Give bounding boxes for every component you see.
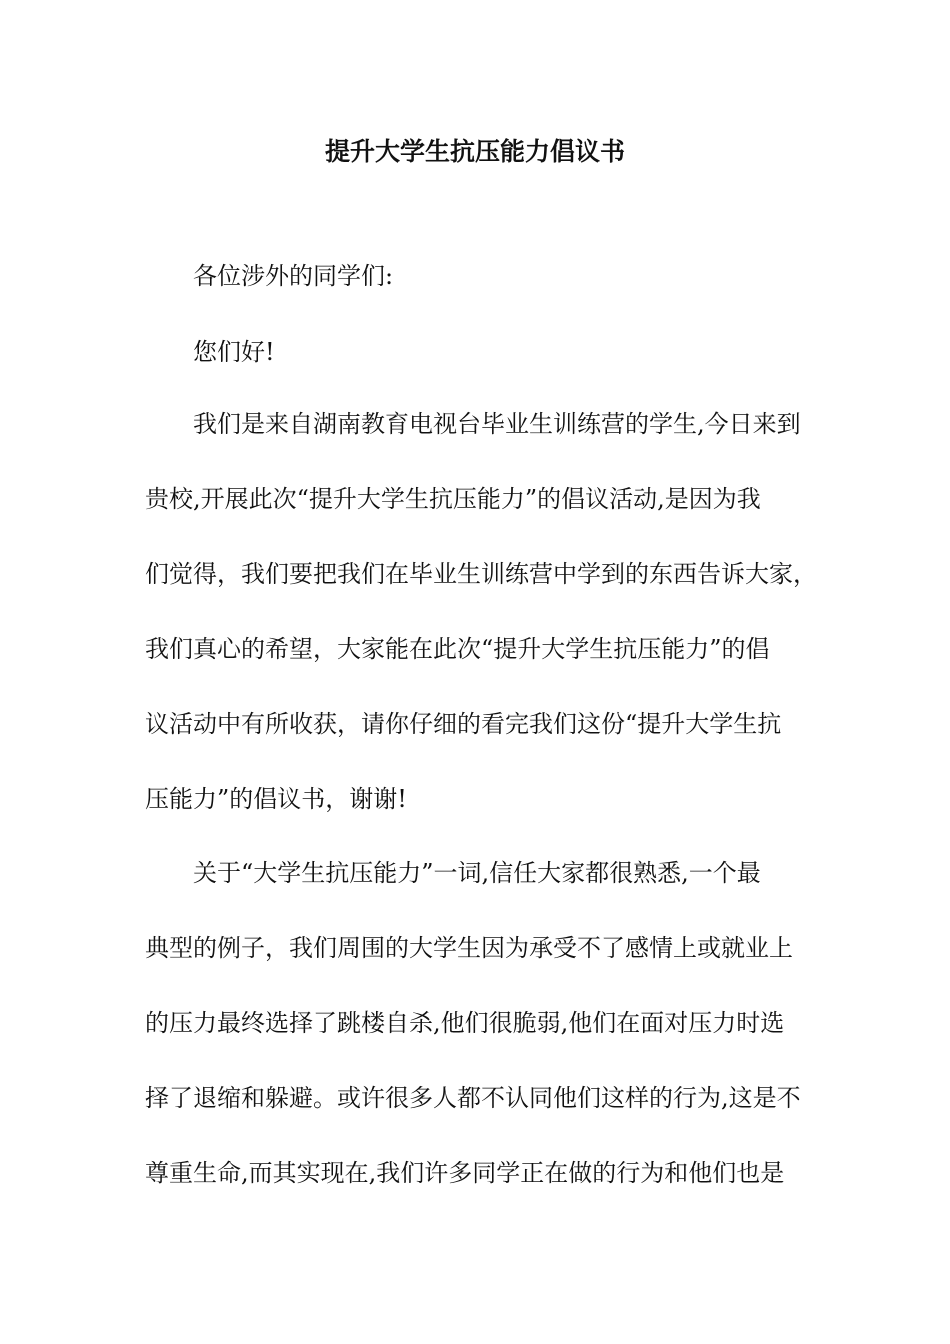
paragraph-line: 典型的例子，我们周围的大学生因为承受不了感情上或就业上	[145, 934, 793, 962]
paragraph-line: 我们真心的希望，大家能在此次“提升大学生抗压能力”的倡	[145, 635, 770, 663]
paragraph-line: 压能力”的倡议书，谢谢!	[145, 785, 407, 813]
paragraph-line: 贵校,开展此次“提升大学生抗压能力”的倡议活动,是因为我	[145, 485, 761, 513]
paragraph-line: 择了退缩和躲避。或许很多人都不认同他们这样的行为,这是不	[145, 1084, 801, 1112]
paragraph-line: 关于“大学生抗压能力”一词,信任大家都很熟悉,一个最	[193, 859, 761, 887]
paragraph-line: 我们是来自湖南教育电视台毕业生训练营的学生,今日来到	[193, 410, 801, 438]
document-title: 提升大学生抗压能力倡议书	[324, 137, 625, 166]
salutation: 各位涉外的同学们:	[193, 262, 394, 290]
paragraph-line: 尊重生命,而其实现在,我们许多同学正在做的行为和他们也是	[145, 1159, 785, 1187]
paragraph-line: 们觉得，我们要把我们在毕业生训练营中学到的东西告诉大家，	[145, 560, 817, 588]
paragraph-line: 议活动中有所收获，请你仔细的看完我们这份“提升大学生抗	[145, 710, 782, 738]
greeting: 您们好!	[193, 338, 275, 366]
paragraph-line: 的压力最终选择了跳楼自杀,他们很脆弱,他们在面对压力时选	[145, 1009, 785, 1037]
